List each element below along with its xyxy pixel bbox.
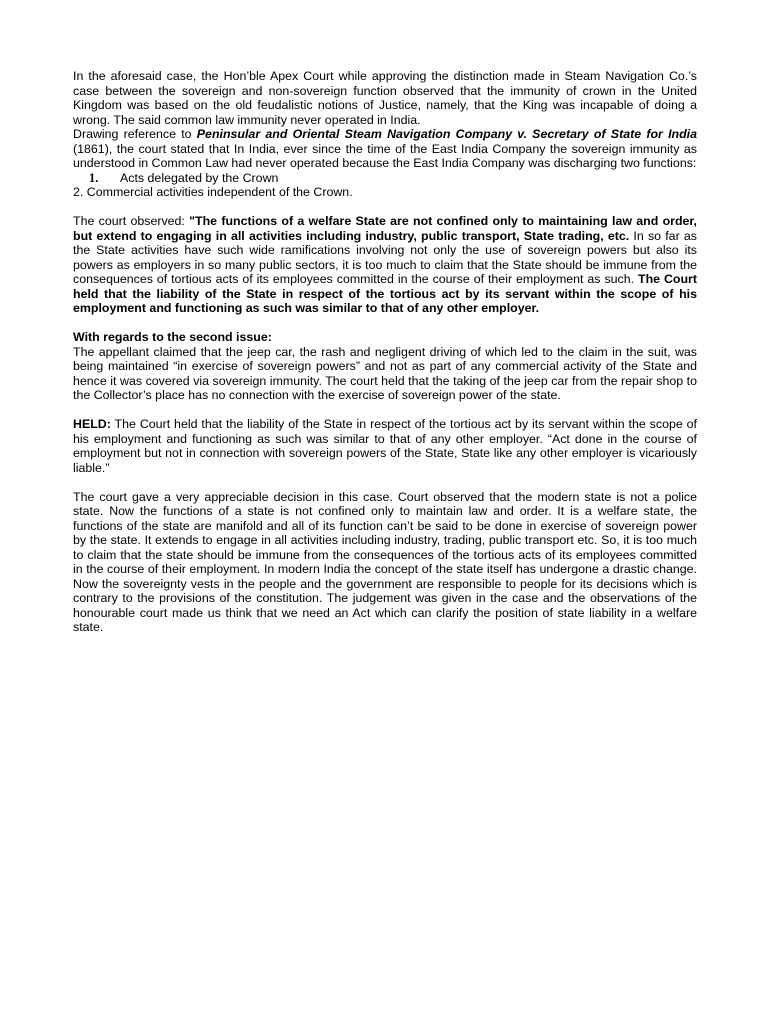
list-number: 2. <box>73 185 84 199</box>
paragraph-gap <box>73 316 697 331</box>
paragraph-apex-court: In the aforesaid case, the Hon’ble Apex Court while approving the distinction made in Steam Navigation Co.’s case between the sovereign and non-sovereign function observed that the immunity of crown in the United Kingdom was based on the old feudalistic notions of Justice, namely, that the King was incapable of doing a wrong. The said common law immunity never operated in India. <box>73 69 697 127</box>
held-text: The Court held that the liability of the State in respect of the tortious act by its servant within the scope of his employment and functioning as such was similar to that of any other employer. “Act done in the course of employment but not in connection with sovereign powers of the State, State like any other employer is vicariously liable.” <box>73 417 697 475</box>
paragraph-second-issue: The appellant claimed that the jeep car, the rash and negligent driving of which led to the claim in the suit, was being maintained “in exercise of sovereign powers” and not as part of any commercial activity of the State and hence it was covered via sovereign immunity. The court held that the taking of the jeep car from the repair shop to the Collector’s place has no connection with the exercise of sovereign power of the state. <box>73 344 697 402</box>
document-page <box>73 69 697 635</box>
list-text: Commercial activities independent of the Crown. <box>86 185 353 199</box>
paragraph-gap <box>73 475 697 490</box>
paragraph-gap <box>73 200 697 215</box>
paragraph-court-observed <box>73 214 697 316</box>
paragraph-peninsular-reference <box>73 127 697 171</box>
paragraph-held <box>73 417 697 475</box>
case-name: Peninsular and Oriental Steam Navigation Company v. Secretary of State for India <box>196 127 697 141</box>
list-number: 1. <box>89 170 99 185</box>
paragraph-lead-text: Drawing reference to <box>73 127 197 141</box>
held-label: HELD: <box>73 417 111 431</box>
list-text: Acts delegated by the Crown <box>120 170 279 185</box>
paragraph-conclusion: The court gave a very appreciable decision in this case. Court observed that the modern state is not a police state. Now the functions of a state is not confined only to maintain law and order. It is a welfare state, the functions of the state are manifold and all of its function can’t be said to be done in exercise of sovereign power by the state. It extends to engage in all activities including industry, trading, public transport etc. So, it is too much to claim that the state should be immune from the consequences of the tortious acts of its employees committed in the course of their employment. In modern India the concept of the state itself has undergone a drastic change. Now the sovereignty vests in the people and the government are responsible to people for its decisions which is contrary to the provisions of the constitution. The judgement was given in the case and the observations of the honourable court made us think that we need an Act which can clarify the position of state liability in a welfare state. <box>73 489 697 634</box>
welfare-state-quote: "The functions of a welfare State are not confined only to maintaining law and order, but extend to engaging in all activities including industry, public transport, State trading, etc. <box>73 214 698 243</box>
court-holding: The Court held that the liability of the State in respect of the tortious act by its servant within the scope of his employment and functioning as such was similar to that of any other employer. <box>73 272 697 315</box>
paragraph-rest-text: (1861), the court stated that In India, ever since the time of the East India Company the sovereign immunity as understood in Common Law had never operated because the East India Company was discharging two functions: <box>73 141 697 170</box>
list-item-function-1 <box>73 171 697 186</box>
second-issue-heading: With regards to the second issue: <box>73 330 272 344</box>
paragraph-gap <box>73 403 697 418</box>
list-item-function-2 <box>73 185 697 200</box>
observation-lead: The court observed: <box>73 214 190 228</box>
observation-middle: In so far as the State activities have such wide ramifications involving not only the use of sovereign powers but also its powers as employers in so many public sectors, it is too much to claim that the State should be immune from the consequences of tortious acts of its employees committed in the course of their employment as such. <box>73 228 697 286</box>
